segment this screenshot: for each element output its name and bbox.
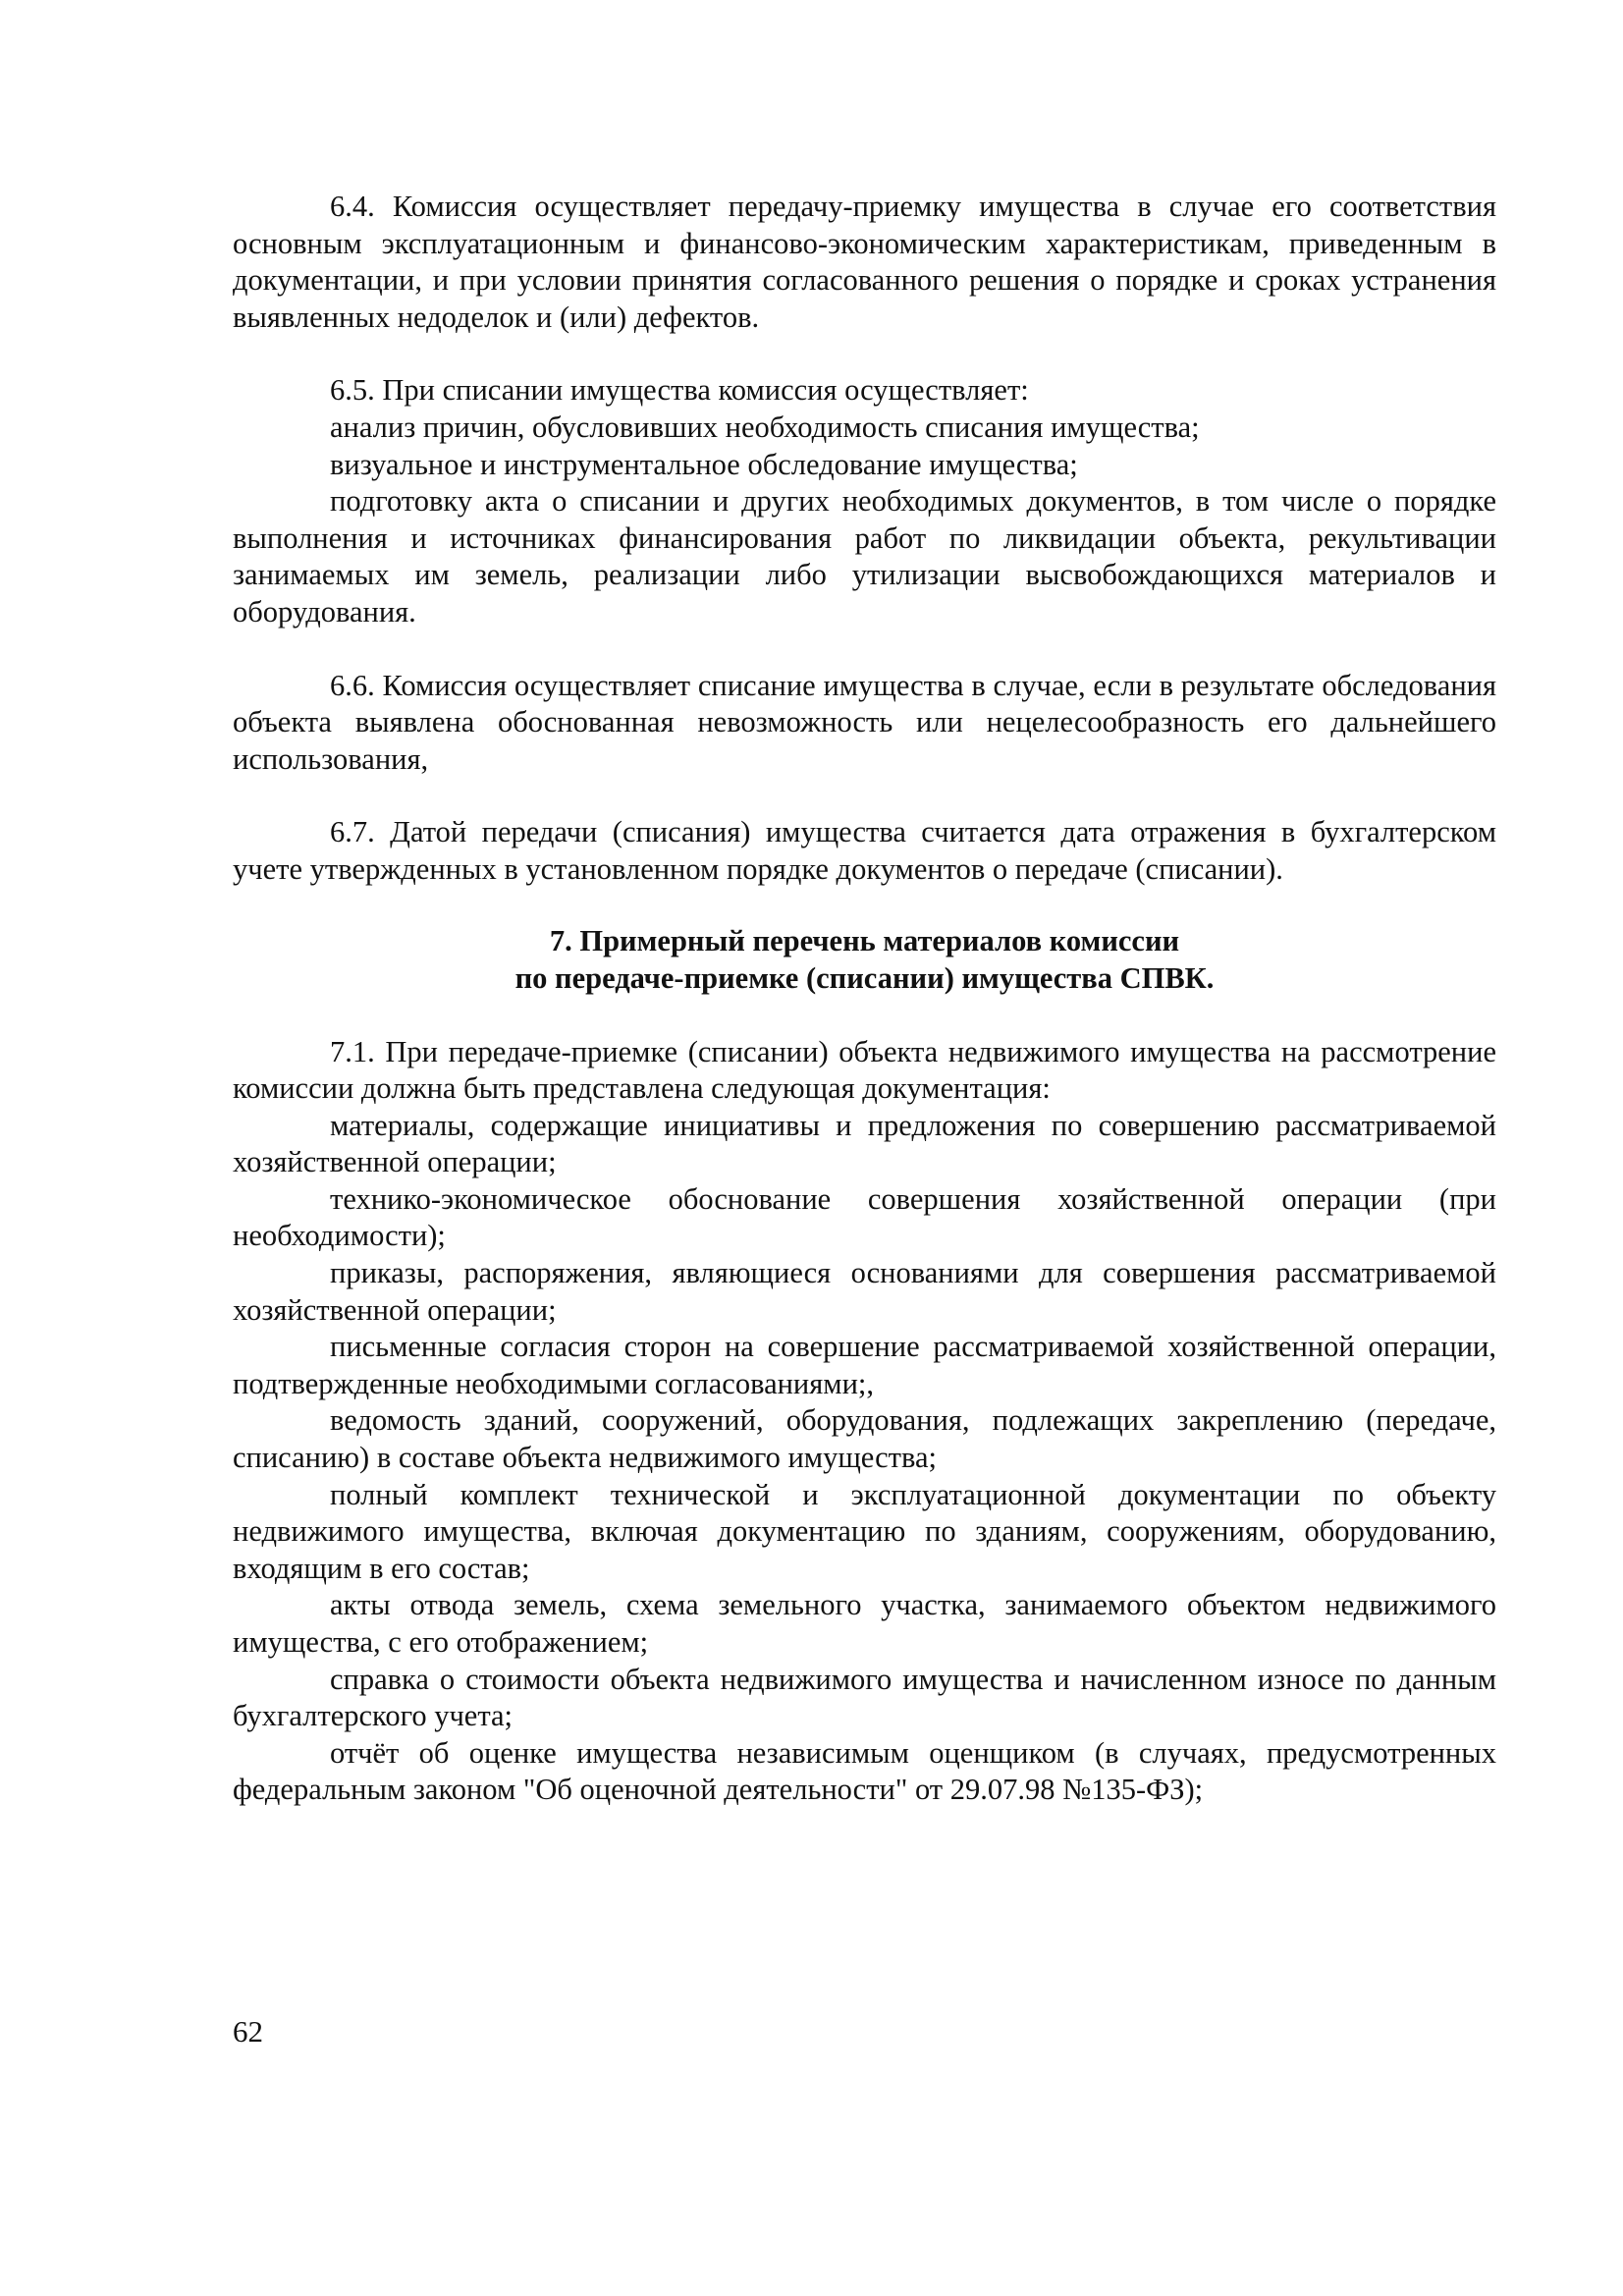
heading-line-2: по передаче-приемке (списании) имущества СПВК. bbox=[514, 960, 1215, 995]
list-item: полный комплект технической и эксплуатационной документации по объекту недвижимого имущества, включая документацию по зданиям, сооружениям, оборудованию, входящим в его состав; bbox=[233, 1477, 1496, 1585]
list-item: визуальное и инструментальное обследование имущества; bbox=[330, 447, 1078, 481]
list-item: технико-экономическое обоснование совершения хозяйственной операции (при необходимости); bbox=[233, 1181, 1496, 1253]
paragraph-6-7: 6.7. Датой передачи (списания) имущества считается дата отражения в бухгалтерском учете утвержденных в установленном порядке документов о передаче (списании). bbox=[233, 815, 1496, 886]
heading-line-1: 7. Примерный перечень материалов комиссии bbox=[549, 923, 1180, 957]
section-6-5 bbox=[233, 372, 1496, 630]
section-6-4 bbox=[233, 189, 1496, 336]
page-body bbox=[233, 189, 1496, 1809]
section-7-heading bbox=[233, 922, 1496, 997]
section-7-1 bbox=[233, 1034, 1496, 1809]
paragraph-6-6: 6.6. Комиссия осуществляет списание имущества в случае, если в результате обследования объекта выявлена обоснованная невозможность или нецелесообразность его дальнейшего использования, bbox=[233, 668, 1496, 776]
page-number: 62 bbox=[233, 2014, 263, 2049]
section-6-6 bbox=[233, 668, 1496, 779]
paragraph-7-1-intro: 7.1. При передаче-приемке (списании) объекта недвижимого имущества на рассмотрение комиссии должна быть представлена следующая документация: bbox=[233, 1034, 1496, 1106]
list-item: акты отвода земель, схема земельного участка, занимаемого объектом недвижимого имущества, с его отображением; bbox=[233, 1588, 1496, 1659]
paragraph-6-4: 6.4. Комиссия осуществляет передачу-приемку имущества в случае его соответствия основным эксплуатационным и финансово-экономическим характеристикам, приведенным в документации, и при условии принятия согласованного решения о порядке и сроках устранения выявленных недоделок и (или) дефектов. bbox=[233, 190, 1496, 334]
list-item: отчёт об оценке имущества независимым оценщиком (в случаях, предусмотренных федеральным законом "Об оценочной деятельности" от 29.07.98 №135-ФЗ); bbox=[233, 1735, 1496, 1807]
section-6-7 bbox=[233, 814, 1496, 888]
list-item: подготовку акта о списании и других необходимых документов, в том числе о порядке выполнения и источниках финансирования работ по ликвидации объекта, рекультивации занимаемых им земель, реализации либо утилизации высвобождающихся материалов и оборудования. bbox=[233, 484, 1496, 629]
list-item: приказы, распоряжения, являющиеся основаниями для совершения рассматриваемой хозяйственной операции; bbox=[233, 1256, 1496, 1327]
list-item: письменные согласия сторон на совершение рассматриваемой хозяйственной операции, подтвержденные необходимыми согласованиями;, bbox=[233, 1330, 1496, 1400]
list-item: материалы, содержащие инициативы и предложения по совершению рассматриваемой хозяйственной операции; bbox=[233, 1108, 1496, 1179]
list-item: справка о стоимости объекта недвижимого имущества и начисленном износе по данным бухгалтерского учета; bbox=[233, 1662, 1496, 1733]
paragraph-6-5-intro: 6.5. При списании имущества комиссия осуществляет: bbox=[330, 373, 1029, 408]
list-item: ведомость зданий, сооружений, оборудования, подлежащих закреплению (передаче, списанию) в составе объекта недвижимого имущества; bbox=[233, 1403, 1496, 1475]
list-item: анализ причин, обусловивших необходимость списания имущества; bbox=[330, 410, 1200, 444]
